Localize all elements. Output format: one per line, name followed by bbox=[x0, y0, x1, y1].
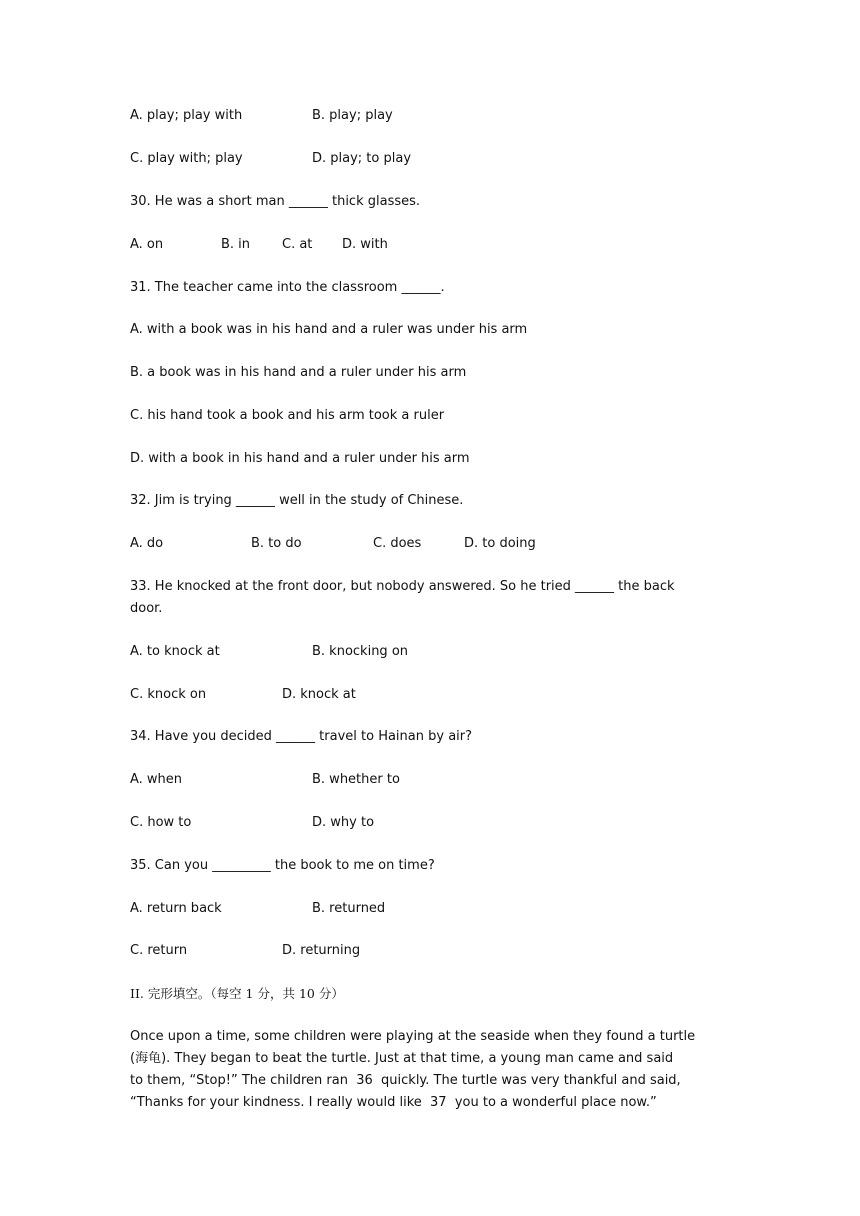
q31-option-b: B. a book was in his hand and a ruler under his arm bbox=[130, 365, 467, 380]
q33-option-a: A. to knock at bbox=[130, 644, 220, 659]
passage-line: “Thanks for your kindness. I really would like 37 you to a wonderful place now.” bbox=[130, 1095, 657, 1110]
q30-stem: 30. He was a short man ______ thick glasses. bbox=[130, 194, 421, 209]
q34-option-a: A. when bbox=[130, 772, 183, 787]
q33-option-d: D. knock at bbox=[282, 687, 356, 702]
q29-option-d: D. play; to play bbox=[312, 151, 412, 166]
section-heading: II. 完形填空。（每空 1 分，共 10 分） bbox=[130, 986, 344, 1001]
q32-option-d: D. to doing bbox=[464, 536, 536, 551]
q30-option-a: A. on bbox=[130, 237, 164, 252]
q32-option-c: C. does bbox=[373, 536, 422, 551]
q35-stem: 35. Can you _________ the book to me on time? bbox=[130, 858, 435, 873]
q34-option-c: C. how to bbox=[130, 815, 192, 830]
q29-option-a: A. play; play with bbox=[130, 108, 243, 123]
q32-stem: 32. Jim is trying ______ well in the study of Chinese. bbox=[130, 493, 464, 508]
cloze-passage bbox=[130, 1026, 732, 1114]
q30-option-b: B. in bbox=[221, 237, 251, 252]
q35-option-a: A. return back bbox=[130, 901, 222, 916]
q35-option-c: C. return bbox=[130, 943, 188, 958]
q33-option-b: B. knocking on bbox=[312, 644, 409, 659]
passage-line: to them, “Stop!” The children ran 36 quickly. The turtle was very thankful and said, bbox=[130, 1073, 681, 1088]
q30-option-c: C. at bbox=[282, 237, 313, 252]
q33-stem-line2: door. bbox=[130, 601, 163, 616]
q32-option-b: B. to do bbox=[251, 536, 302, 551]
q34-option-b: B. whether to bbox=[312, 772, 400, 787]
q31-stem: 31. The teacher came into the classroom ______. bbox=[130, 280, 445, 295]
q30-option-d: D. with bbox=[342, 237, 388, 252]
q34-stem: 34. Have you decided ______ travel to Hainan by air? bbox=[130, 729, 473, 744]
q34-option-d: D. why to bbox=[312, 815, 375, 830]
q29-option-c: C. play with; play bbox=[130, 151, 243, 166]
passage-line: Once upon a time, some children were playing at the seaside when they found a turtle bbox=[130, 1029, 696, 1044]
q35-option-b: B. returned bbox=[312, 901, 386, 916]
q31-option-a: A. with a book was in his hand and a ruler was under his arm bbox=[130, 322, 528, 337]
q35-option-d: D. returning bbox=[282, 943, 361, 958]
q31-option-c: C. his hand took a book and his arm took a ruler bbox=[130, 408, 445, 423]
passage-line: (海龟). They began to beat the turtle. Just at that time, a young man came and said bbox=[130, 1051, 674, 1066]
q33-stem-line1: 33. He knocked at the front door, but nobody answered. So he tried ______ the back bbox=[130, 579, 675, 594]
q32-option-a: A. do bbox=[130, 536, 164, 551]
q29-option-b: B. play; play bbox=[312, 108, 393, 123]
q33-option-c: C. knock on bbox=[130, 687, 207, 702]
q31-option-d: D. with a book in his hand and a ruler under his arm bbox=[130, 451, 470, 466]
